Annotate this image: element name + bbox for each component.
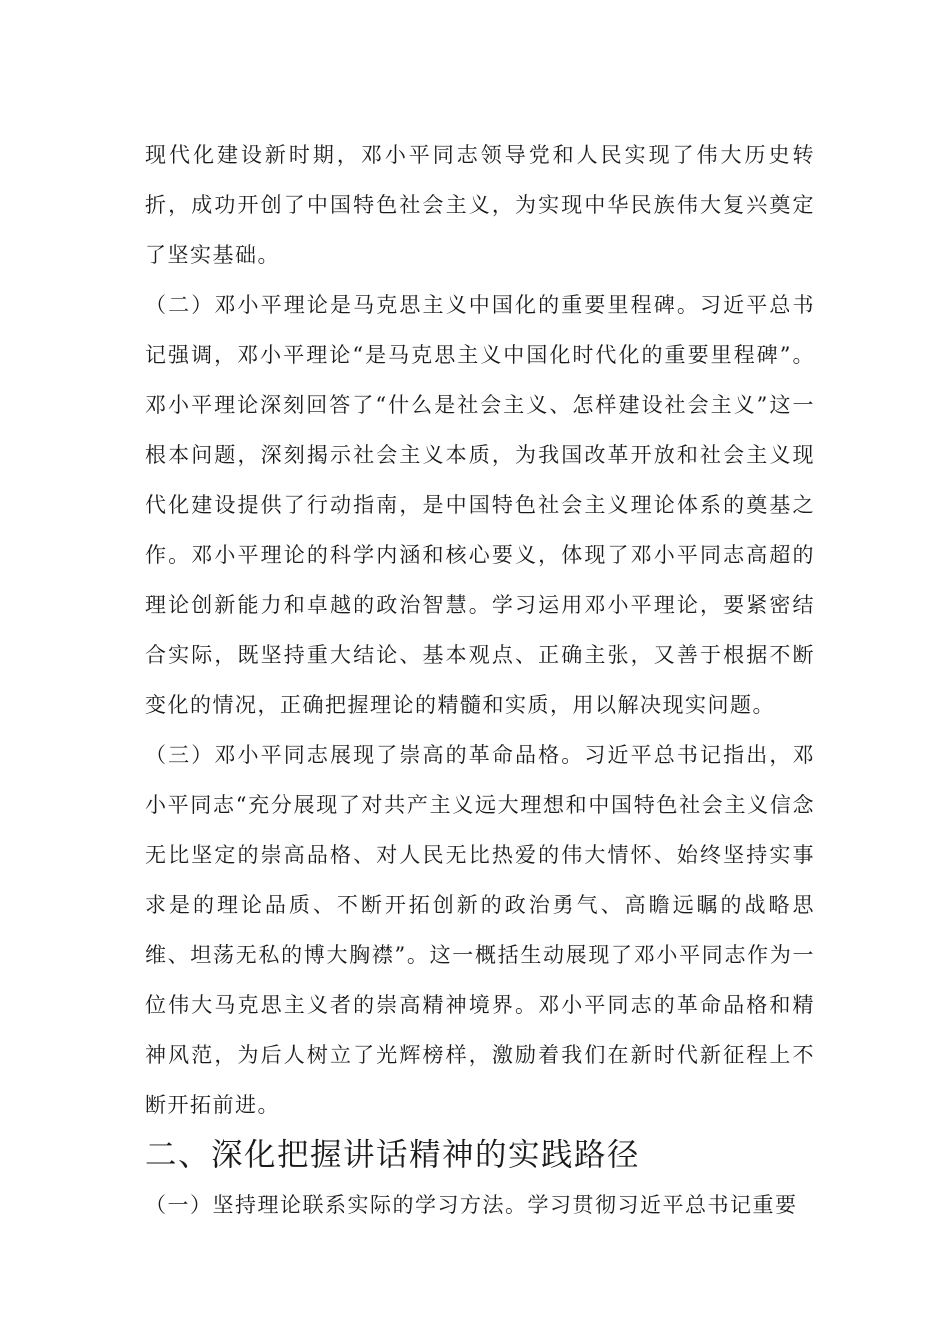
paragraph-section-2: （二）邓小平理论是马克思主义中国化的重要里程碑。习近平总书记强调，邓小平理论“是马克思主义中国化时代化的重要里程碑”。邓小平理论深刻回答了“什么是社会主义、怎样建设社会主义”这一根本问题，深刻揭示社会主义本质，为我国改革开放和社会主义现代化建设提供了行动指南，是中国特色社会主义理论体系的奠基之作。邓小平理论的科学内涵和核心要义，体现了邓小平同志高超的理论创新能力和卓越的政治智慧。学习运用邓小平理论，要紧密结合实际，既坚持重大结论、基本观点、正确主张，又善于根据不断变化的情况，正确把握理论的精髓和实质，用以解决现实问题。 bbox=[145, 293, 815, 717]
document-body bbox=[145, 130, 815, 1230]
paragraph-continuation: 现代化建设新时期，邓小平同志领导党和人民实现了伟大历史转折，成功开创了中国特色社会主义，为实现中华民族伟大复兴奠定了坚实基础。 bbox=[145, 143, 815, 267]
paragraph-section-3: （三）邓小平同志展现了崇高的革命品格。习近平总书记指出，邓小平同志“充分展现了对共产主义远大理想和中国特色社会主义信念无比坚定的崇高品格、对人民无比热爱的伟大情怀、始终坚持实事求是的理论品质、不断开拓创新的政治勇气、高瞻远瞩的战略思维、坦荡无私的博大胸襟”。这一概括生动展现了邓小平同志作为一位伟大马克思主义者的崇高精神境界。邓小平同志的革命品格和精神风范，为后人树立了光辉榜样，激励着我们在新时代新征程上不断开拓前进。 bbox=[145, 743, 815, 1117]
section-heading: 二、深化把握讲话精神的实践路径 bbox=[145, 1137, 641, 1173]
paragraph-subsection-1: （一）坚持理论联系实际的学习方法。学习贯彻习近平总书记重要 bbox=[145, 1193, 798, 1217]
